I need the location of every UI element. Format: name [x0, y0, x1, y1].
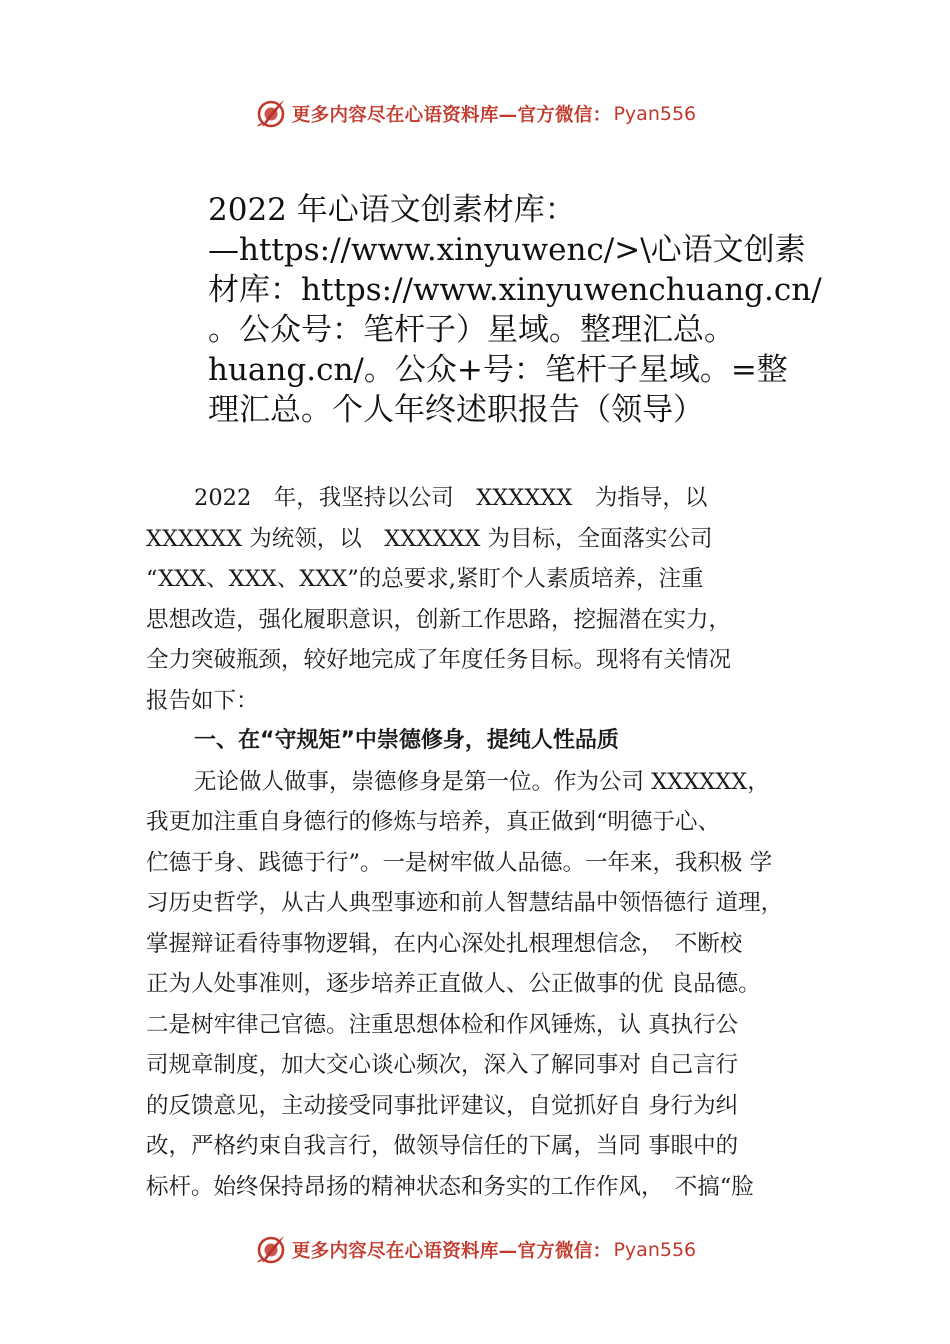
banner-text: 更多内容尽在心语资料库—官方微信：	[291, 1241, 612, 1262]
intro-paragraph	[146, 478, 836, 721]
title-line: 理汇总。个人年终述职报告（领导）	[208, 392, 704, 428]
paragraph-line: 2022 年，我坚持以公司 XXXXXX 为指导，以	[194, 485, 708, 511]
section-paragraph	[146, 762, 836, 1208]
paragraph-line: 全力突破瓶颈，较好地完成了年度任务目标。现将有关情况	[146, 647, 732, 673]
paragraph-line: 改，严格约束自我言行，做领导信任的下属，当同 事眼中的	[146, 1133, 739, 1159]
paragraph-line: 掌握辩证看待事物逻辑，在内心深处扎根理想信念， 不断校	[146, 930, 743, 957]
title-line: huang.cn/。公众+号：笔杆子星域。=整	[208, 352, 788, 388]
document-title	[208, 190, 840, 430]
header-banner	[0, 92, 950, 136]
paragraph-line: 正为人处事准则，逐步培养正直做人、公正做事的优 良品德。	[146, 971, 761, 997]
quill-seal-icon	[254, 1233, 288, 1267]
paragraph-line: 思想改造，强化履职意识，创新工作思路，挖掘潜在实力，	[146, 606, 732, 633]
paragraph-line: 二是树牢律己官德。注重思想体检和作风锤炼，认 真执行公	[146, 1011, 739, 1038]
footer-banner	[0, 1228, 950, 1272]
title-line: 材库：https://www.xinyuwenchuang.cn/	[208, 272, 822, 308]
banner-wechat-id: Pyan556	[613, 103, 697, 125]
title-line: 2022 年心语文创素材库：	[208, 192, 576, 228]
paragraph-line: 习历史哲学，从古人典型事迹和前人智慧结晶中领悟德行 道理，	[146, 890, 784, 916]
paragraph-line: “XXX、XXX、XXX”的总要求,紧盯个人素质培养，注重	[146, 566, 704, 592]
paragraph-line: 我更加注重自身德行的修炼与培养，真正做到“明德于心、	[146, 809, 721, 835]
banner-text: 更多内容尽在心语资料库—官方微信：	[291, 105, 612, 126]
title-line: —https://www.xinyuwenc/>\心语文创素	[208, 232, 806, 268]
paragraph-line: XXXXXX 为统领，以 XXXXXX 为目标，全面落实公司	[146, 525, 713, 552]
section-heading: 一、在“守规矩”中崇德修身，提纯人性品质	[194, 728, 619, 753]
banner-wechat-id: Pyan556	[613, 1239, 697, 1261]
document-body	[146, 478, 836, 1207]
paragraph-line: 标杆。始终保持昂扬的精神状态和务实的工作作风， 不搞“脸	[146, 1173, 754, 1200]
quill-seal-icon	[254, 97, 288, 131]
paragraph-line: 的反馈意见，主动接受同事批评建议，自觉抓好自 身行为纠	[146, 1092, 739, 1119]
paragraph-line: 报告如下：	[146, 687, 259, 714]
paragraph-line: 司规章制度，加大交心谈心频次，深入了解同事对 自己言行	[146, 1052, 739, 1078]
title-line: 。公众号：笔杆子）星域。整理汇总。	[208, 312, 735, 348]
paragraph-line: 无论做人做事，崇德修身是第一位。作为公司 XXXXXX，	[194, 768, 770, 795]
paragraph-line: 伫德于身、践德于行”。一是树牢做人品德。一年来，我积极 学	[146, 849, 773, 876]
